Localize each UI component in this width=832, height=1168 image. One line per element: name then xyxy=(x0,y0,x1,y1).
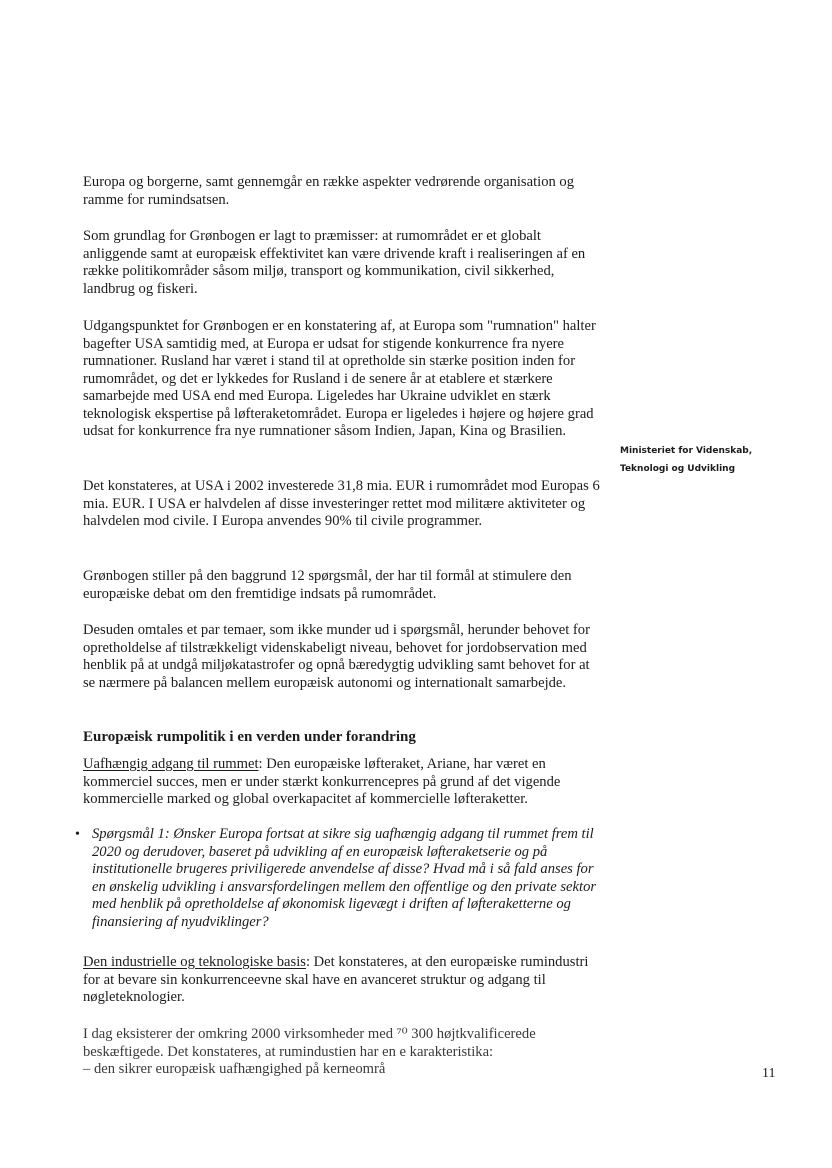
paragraph-independent-access xyxy=(83,756,601,809)
industrial-base-text: : Det konstateres, at den europæiske rumindustri for at bevare sin konkurrenceevne skal have en avanceret struktur og adgang til nøgleteknologier. xyxy=(83,954,589,1005)
independent-access-text: : Den europæiske løfteraket, Ariane, har været en kommerciel succes, men er under stærkt konkurrencepres på grund af det vigende kommercielle marked og global overkapacitet af kommercielle løfteraketter. xyxy=(83,756,561,807)
paragraph-intro: Europa og borgerne, samt gennemgår en række aspekter vedrørende organisation og ramme for rumindsatsen. xyxy=(83,174,575,208)
independent-access-label: Uafhængig adgang til rummet xyxy=(83,756,259,772)
section-heading: Europæisk rumpolitik i en verden under forandring xyxy=(83,729,416,745)
bullet-icon: • xyxy=(75,827,80,842)
industrial-base-label: Den industrielle og teknologiske basis xyxy=(83,954,306,970)
paragraph-companies xyxy=(83,1026,601,1079)
companies-line-3: – den sikrer europæisk uafhængighed på kerneområ xyxy=(83,1061,386,1077)
paragraph-premises: Som grundlag for Grønbogen er lagt to præmisser: at rumområdet er et globalt anliggende samt at europæisk effektivitet kan være drivende kraft i realiseringen af en række politikområder såsom miljø, transport og kommunikation, civil sikkerhed, landbrug og fiskeri. xyxy=(83,228,586,297)
question-1-bullet xyxy=(75,826,603,931)
paragraph-themes: Desuden omtales et par temaer, som ikke munder ud i spørgsmål, herunder behovet for opretholdelse af tilstrækkeligt videnskabeligt niveau, behovet for jordobservation med henblik på at undgå miljøkatastrofer og opnå bæredygtig udvikling samt behovet for at se nærmere på balancen mellem europæisk autonomi og internationalt samarbejde. xyxy=(83,622,590,691)
question-1-text: Spørgsmål 1: Ønsker Europa fortsat at sikre sig uafhængig adgang til rummet frem til 2020 og derudover, baseret på udvikling af en europæisk løfteraketserie og på institutionelle brugeres priviligerede anvendelse af disse? Hvad må i så fald anses for en ønskelig udvikling i ansvarsfordelingen mellem den offentlige og den private sektor med henblik på opretholdelse af økonomisk ligevægt i driften af løfteraketterne og finansiering af nyudviklinger? xyxy=(92,826,597,930)
ministry-sidebar xyxy=(620,442,790,478)
companies-line-1: I dag eksisterer der omkring 2000 virksomheder med ⁷⁰ 300 højtkvalificerede xyxy=(83,1026,536,1042)
paragraph-starting-point: Udgangspunktet for Grønbogen er en konstatering af, at Europa som "rumnation" halter bagefter USA samtidig med, at Europa er udsat for stigende konkurrence fra nyere rumnationer. Rusland har været i stand til at opretholde sin stærke position inden for rumområdet, og det er lykkedes for Rusland i de senere år at etablere et stærkere samarbejde med USA end med Europa. Ligeledes har Ukraine udviklet en stærk teknologisk ekspertise på løfteraketområdet. Europa er ligeledes i højere og højere grad udsat for konkurrence fra nye rumnationer såsom Indien, Japan, Kina og Brasilien. xyxy=(83,318,596,439)
ministry-line-1: Ministeriet for Videnskab, xyxy=(620,446,753,456)
companies-line-2: beskæftigede. Det konstateres, at rumindustien har en e karakteristika: xyxy=(83,1043,494,1060)
paragraph-industrial-base xyxy=(83,954,601,1007)
paragraph-questions: Grønbogen stiller på den baggrund 12 spørgsmål, der har til formål at stimulere den europæiske debat om den fremtidige indsats på rumområdet. xyxy=(83,568,572,602)
ministry-line-2: Teknologi og Udvikling xyxy=(620,464,736,474)
page-number: 11 xyxy=(762,1066,776,1081)
paragraph-investments: Det konstateres, at USA i 2002 investerede 31,8 mia. EUR i rumområdet mod Europas 6 mia. EUR. I USA er halvdelen af disse investeringer rettet mod militære aktiviteter og halvdelen mod civile. I Europa anvendes 90% til civile programmer. xyxy=(83,478,600,529)
